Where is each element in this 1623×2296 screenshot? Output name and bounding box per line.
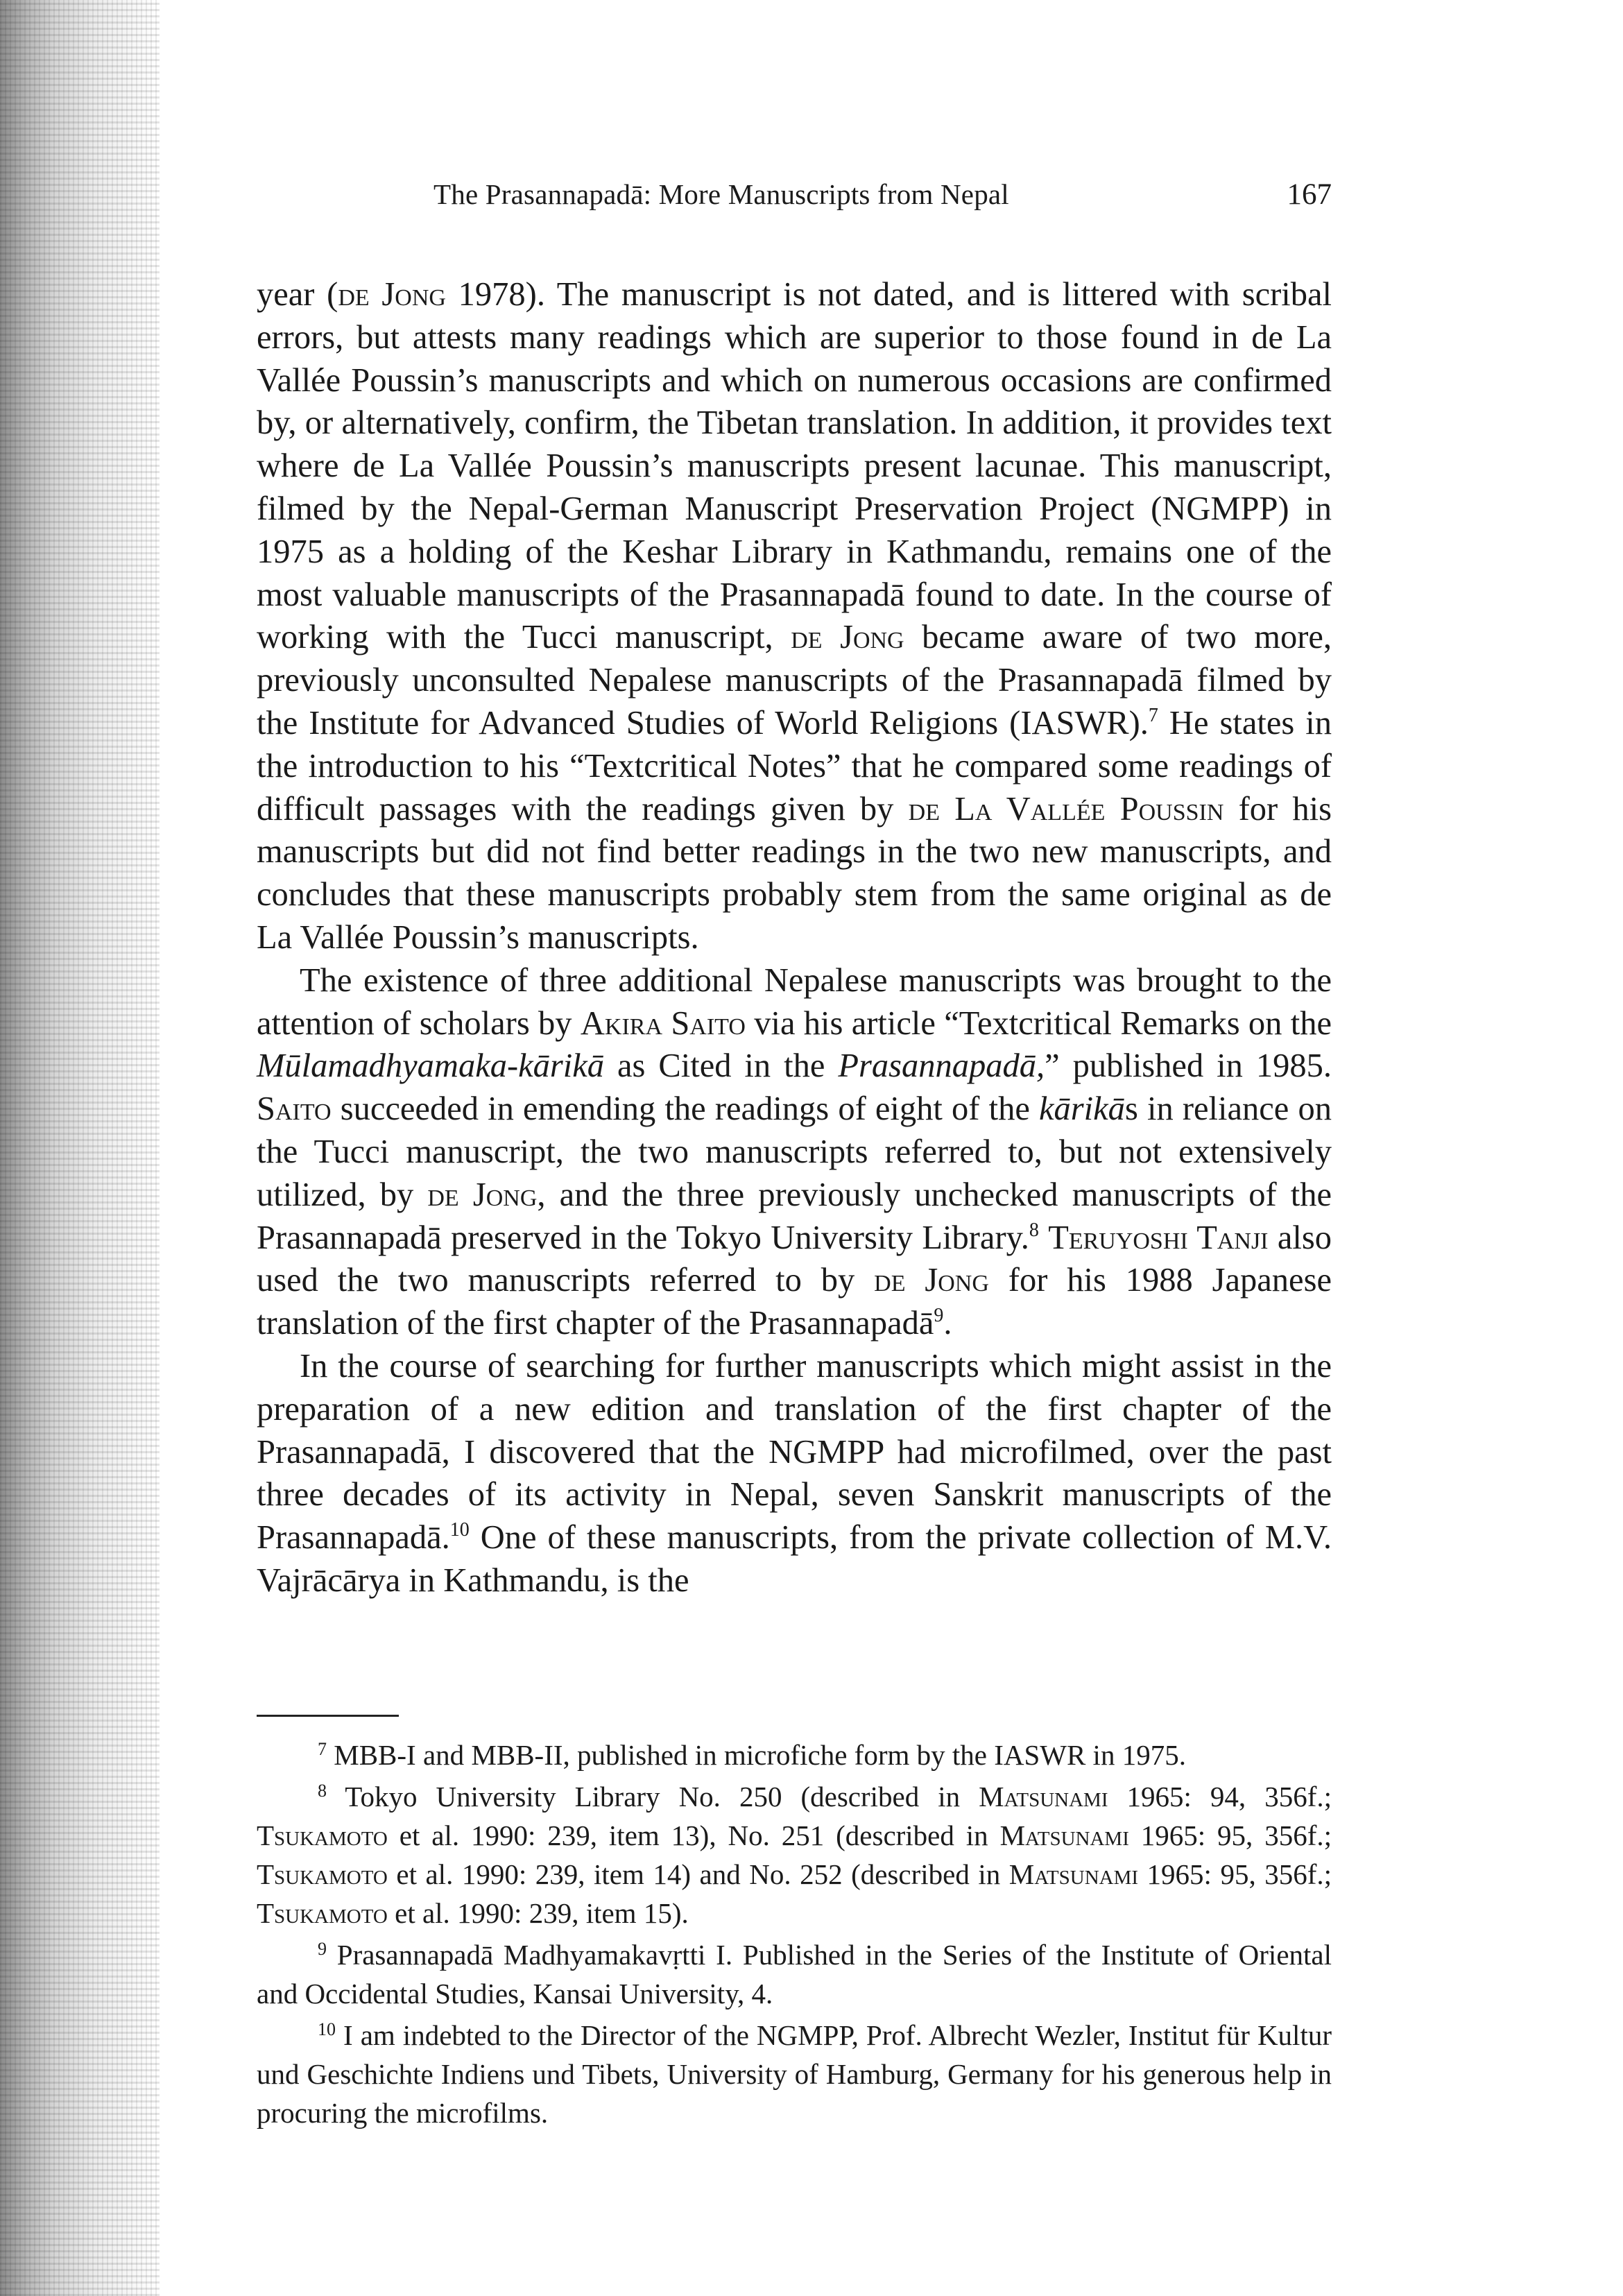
paragraph-3 xyxy=(257,1345,1332,1602)
page-header xyxy=(433,178,1332,219)
text-run: I am indebted to the Director of the NGMPP, Prof. Albrecht Wezler, Institut für Kultur und Geschichte Indiens und Tibets, University of Hamburg, Germany for his generous help in procuring the microfilms. xyxy=(257,2019,1332,2129)
author-name: Tsukamoto xyxy=(257,1858,388,1890)
text-run: In the course of searching for further manuscripts which might assist in the preparation of a new edition and translation of the first chapter of the Prasannapadā, I discovered that the NGMPP had microfilmed, over the past three decades of its activity in Nepal, seven Sanskrit manuscripts of the Prasannapadā. xyxy=(257,1347,1332,1557)
paragraph-2 xyxy=(257,959,1332,1345)
text-run: 1965: 94, 356f.; xyxy=(1108,1781,1332,1813)
text-run: The existence of three additional Nepalese manuscripts was brought to the attention of scholars by xyxy=(257,961,1332,1042)
text-run: also used the two manuscripts referred to by xyxy=(257,1219,1332,1299)
text-run: 1965: 95, 356f.; xyxy=(1128,1819,1332,1851)
author-name: de Jong xyxy=(874,1262,989,1299)
footnote-number: 7 xyxy=(318,1739,327,1759)
text-run xyxy=(1039,1219,1048,1256)
text-run: , and the three previously unchecked manuscripts of the Prasannapadā preserved in the Tokyo University Library. xyxy=(257,1176,1332,1256)
footnote-ref-9[interactable]: 9 xyxy=(934,1305,944,1327)
text-run: via his article “Textcritical Remarks on the xyxy=(745,1004,1332,1042)
text-run: et al. 1990: 239, item 14) and No. 252 (described in xyxy=(387,1858,1009,1890)
page-number: 167 xyxy=(1287,178,1332,211)
main-text xyxy=(257,273,1332,1602)
text-run: Prasannapadā Madhyamakavṛtti I. Published in the Series of the Institute of Oriental and Occidental Studies, Kansai University, 4. xyxy=(257,1939,1332,2010)
author-name: de Jong xyxy=(427,1176,538,1213)
text-run: MBB-I and MBB-II, published in microfiche form by the IASWR in 1975. xyxy=(327,1739,1186,1771)
text-run: for his 1988 Japanese translation of the first chapter of the Prasannapadā xyxy=(257,1262,1332,1342)
author-name: Tsukamoto xyxy=(257,1819,388,1851)
footnote-8 xyxy=(257,1777,1332,1933)
author-name: Matsunami xyxy=(979,1781,1108,1813)
author-name: Matsunami xyxy=(1008,1858,1139,1890)
text-run: et al. 1990: 239, item 15). xyxy=(387,1897,689,1929)
author-name: Saito xyxy=(257,1090,332,1128)
footnote-number: 9 xyxy=(318,1939,327,1959)
text-run: 1978). The manuscript is not dated, and is littered with scribal errors, but attests many readings which are superior to those found in de La Vallée Poussin’s manuscripts and which on numerous occasions are confirmed by, or alternatively, confirm, the Tibetan translation. In addition, it provides text where de La Vallée Poussin’s manuscripts present lacunae. This manuscript, filmed by the Nepal-German Manuscript Preservation Project (NGMPP) in 1975 as a holding of the Keshar Library in Kathmandu, remains one of the most valuable manuscripts of the Prasannapadā found to date. In the course of working with the Tucci manuscript, xyxy=(257,276,1332,656)
scan-binding-edge xyxy=(0,0,160,2296)
footnote-ref-7[interactable]: 7 xyxy=(1148,704,1158,726)
text-run: ” published in 1985. xyxy=(1045,1047,1332,1085)
author-name: de La Vallée Poussin xyxy=(908,790,1224,828)
italic-term: kārikā xyxy=(1039,1090,1125,1128)
text-run: became aware of two more, previously unconsulted Nepalese manuscripts of the Prasannapadā filmed by the Institute for Advanced Studies of World Religions (IASWR). xyxy=(257,619,1332,742)
author-name: Teruyoshi Tanji xyxy=(1048,1219,1269,1256)
footnotes xyxy=(257,1736,1332,2135)
text-run: et al. 1990: 239, item 13), No. 251 (described in xyxy=(387,1819,1000,1851)
text-run: as Cited in the xyxy=(604,1047,839,1085)
author-name: Akira Saito xyxy=(580,1004,746,1042)
text-run: year ( xyxy=(257,276,338,313)
text-run: s in reliance on the Tucci manuscript, the two manuscripts referred to, but not extensively utilized, by xyxy=(257,1090,1332,1213)
italic-title: Mūlamadhyamaka-kārikā xyxy=(257,1047,605,1085)
footnote-9 xyxy=(257,1935,1332,2013)
footnote-7 xyxy=(257,1736,1332,1774)
text-run: He states in the introduction to his “Textcritical Notes” that he compared some readings of difficult passages with the readings given by xyxy=(257,704,1332,828)
footnote-separator xyxy=(257,1715,399,1717)
italic-title: Prasannapadā, xyxy=(838,1047,1045,1085)
footnote-number: 10 xyxy=(318,2019,336,2039)
text-run: One of these manuscripts, from the private collection of M.V. Vajrācārya in Kathmandu, is the xyxy=(257,1519,1332,1599)
author-name: de Jong xyxy=(791,619,904,656)
footnote-10 xyxy=(257,2016,1332,2132)
author-name: de Jong xyxy=(338,276,446,313)
author-name: Matsunami xyxy=(999,1819,1129,1851)
text-run: for his manuscripts but did not find better readings in the two new manuscripts, and concludes that these manuscripts probably stem from the same original as de La Vallée Poussin’s manuscripts. xyxy=(257,790,1332,956)
paragraph-1 xyxy=(257,273,1332,959)
author-name: Tsukamoto xyxy=(257,1897,388,1929)
text-run: succeeded in emending the readings of eight of the xyxy=(331,1090,1040,1128)
running-title: The Prasannapadā: More Manuscripts from Nepal xyxy=(433,178,1009,210)
footnote-ref-10[interactable]: 10 xyxy=(449,1519,470,1541)
text-run: . xyxy=(943,1305,952,1342)
text-run: Tokyo University Library No. 250 (described in xyxy=(327,1781,979,1813)
footnote-ref-8[interactable]: 8 xyxy=(1029,1219,1039,1241)
footnote-number: 8 xyxy=(318,1781,327,1801)
text-run: 1965: 95, 356f.; xyxy=(1138,1858,1332,1890)
